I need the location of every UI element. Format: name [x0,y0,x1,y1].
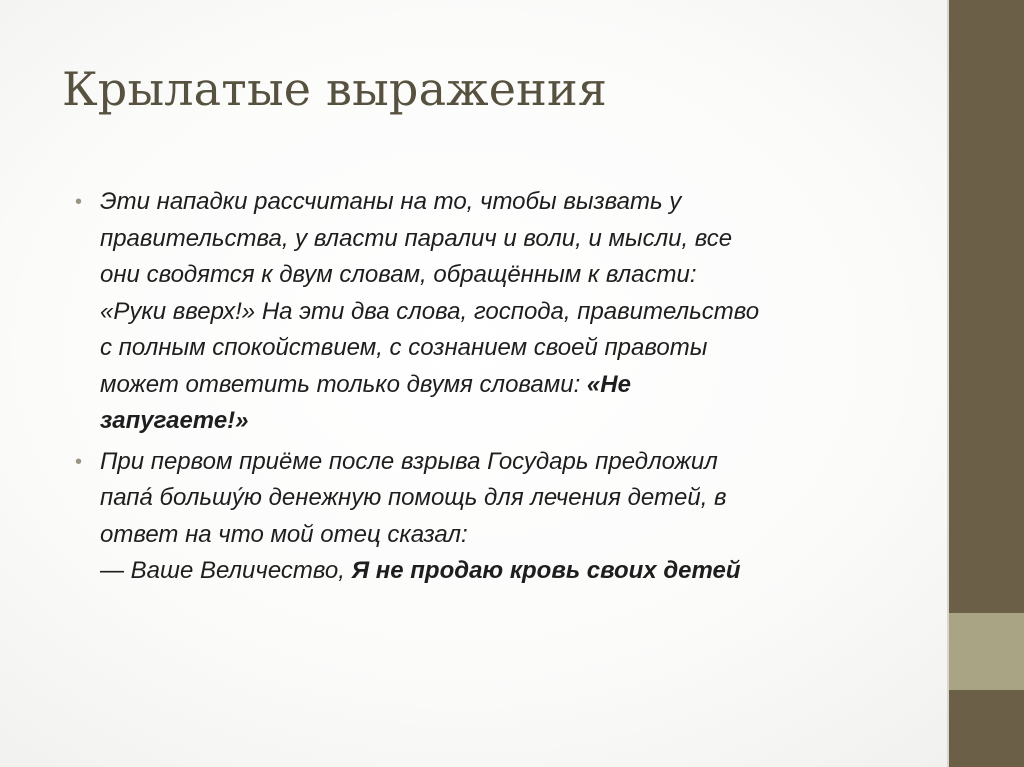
bullet-list [75,184,900,594]
bullet-2-line-1: При первом приёме после взрыва Государь предложил [100,447,718,475]
bullet-1-line-1: Эти нападки рассчитаны на то, чтобы вызвать у [100,188,682,215]
bullet-marker-2: • [75,450,83,473]
bullet-2-line-3: ответ на что мой отец сказал: [100,520,468,548]
bullet-item-1 [75,184,900,440]
bullet-1-line-5: с полным спокойствием, с сознанием своей правоты [100,334,708,361]
bullet-2-line-2: папа́ большу́ю денежную помощь для лечения детей, в [100,484,727,511]
bullet-2-line-4-text: — Ваше Величество, [100,557,352,584]
bullet-2-emphasis: Я не продаю кровь своих детей [351,557,741,584]
bullet-2-line-4 [100,553,900,590]
bullet-1-line-6-text: может ответить только двумя словами: [100,370,587,398]
bullet-1-emphasis-end: запугаете!» [100,407,249,434]
bullet-1-line-3: они сводятся к двум словам, обращённым к власти: [100,261,697,288]
bullet-1-line-4: «Руки вверх!» На эти два слова, господа, правительство [100,297,760,325]
bullet-marker-1: • [75,191,83,213]
slide-title: Крылатые выражения [62,62,608,116]
bullet-item-2 [75,444,900,590]
bullet-1-line-2: правительства, у власти паралич и воли, и мысли, все [100,224,733,252]
bullet-1-line-6 [100,367,900,404]
bullet-1-emphasis-start: «Не [586,370,631,398]
sidebar-accent-block [949,613,1024,690]
